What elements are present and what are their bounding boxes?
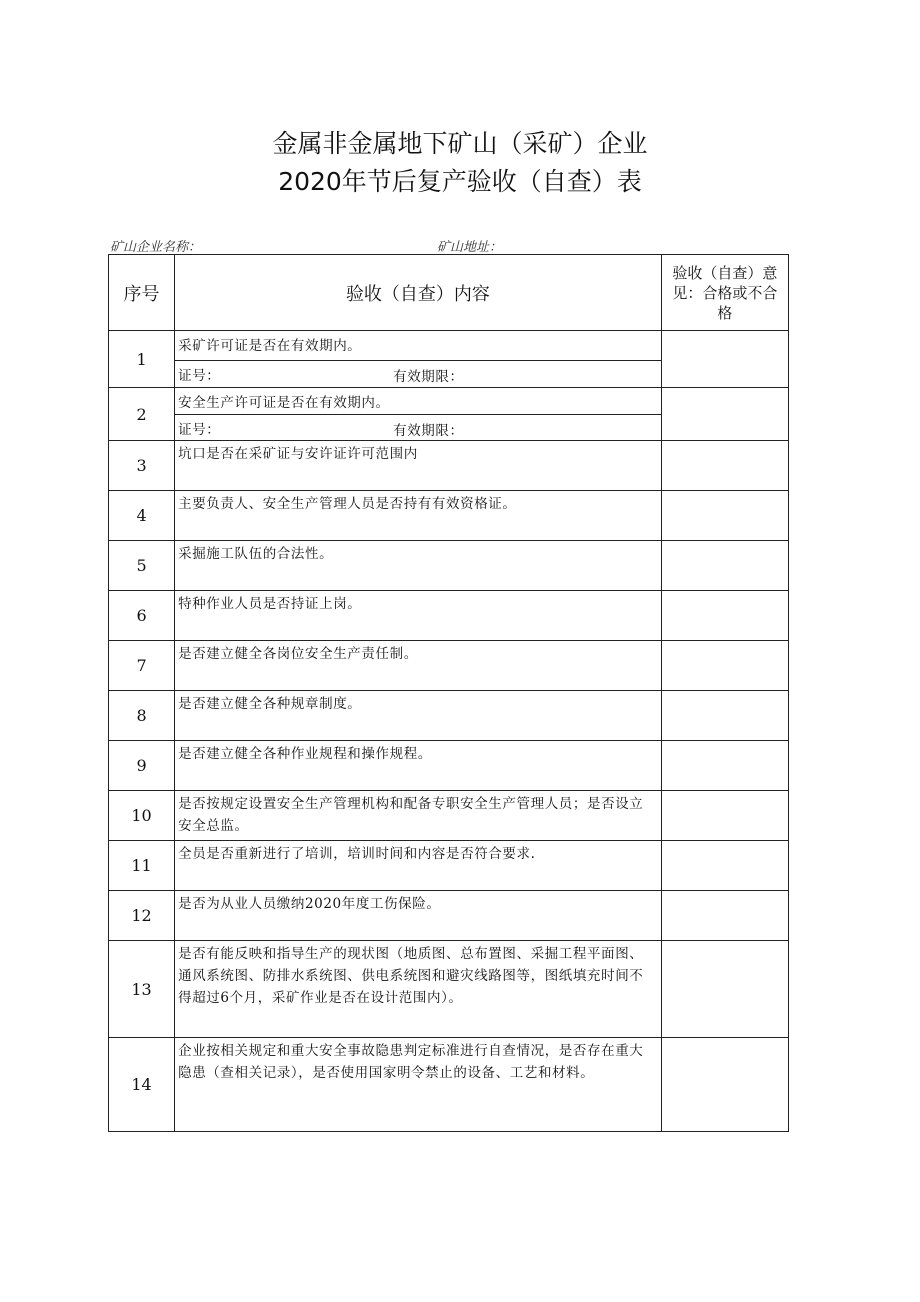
table-row [109,491,789,541]
company-name-label: 矿山企业名称： [110,240,202,255]
row-opinion-cell[interactable] [661,541,788,591]
table-row [109,388,789,415]
table-row [109,891,789,941]
table-row [109,1038,789,1132]
row-content: 安全生产许可证是否在有效期内。 [175,388,662,415]
row-content: 主要负责人、安全生产管理人员是否持有有效资格证。 [175,491,662,541]
row-number: 11 [109,841,175,891]
row-cert-fields [175,361,662,388]
row-content: 坑口是否在采矿证与安许证许可范围内 [175,441,662,491]
table-row [109,941,789,1038]
row-number: 7 [109,641,175,691]
document-title-line2: 2020年节后复产验收（自查）表 [278,167,642,196]
row-content: 是否建立健全各种规章制度。 [175,691,662,741]
row-content: 是否建立健全各岗位安全生产责任制。 [175,641,662,691]
table-row [109,591,789,641]
row-content: 特种作业人员是否持证上岗。 [175,591,662,641]
table-row [109,741,789,791]
table-row [109,441,789,491]
row-content: 采掘施工队伍的合法性。 [175,541,662,591]
row-cert-fields [175,415,662,441]
inspection-table [108,254,789,1132]
table-row [109,541,789,591]
document-title-line1: 金属非金属地下矿山（采矿）企业 [272,129,648,158]
header-content: 验收（自查）内容 [175,255,662,331]
row-content: 是否建立健全各种作业规程和操作规程。 [175,741,662,791]
row-number: 9 [109,741,175,791]
row-opinion-cell[interactable] [661,331,788,388]
row-content: 采矿许可证是否在有效期内。 [175,331,662,361]
row-content: 是否有能反映和指导生产的现状图（地质图、总布置图、采掘工程平面图、通风系统图、防排水系统图、供电系统图和避灾线路图等，图纸填充时间不得超过6个月，采矿作业是否在设计范围内）。 [175,941,662,1038]
row-opinion-cell[interactable] [661,941,788,1038]
header-serial-no: 序号 [109,255,175,331]
valid-period-label: 有效期限： [393,369,464,385]
row-opinion-cell[interactable] [661,388,788,441]
valid-period-label: 有效期限： [393,423,464,439]
row-number: 1 [109,331,175,388]
table-row [109,791,789,841]
cert-number-label: 证号： [178,422,221,438]
table-row [109,841,789,891]
row-content: 是否按规定设置安全生产管理机构和配备专职安全生产管理人员；是否设立安全总监。 [175,791,662,841]
row-content: 企业按相关规定和重大安全事故隐患判定标准进行自查情况，是否存在重大隐患（查相关记录），是否使用国家明令禁止的设备、工艺和材料。 [175,1038,662,1132]
row-number: 13 [109,941,175,1038]
row-opinion-cell[interactable] [661,741,788,791]
row-number: 5 [109,541,175,591]
row-opinion-cell[interactable] [661,591,788,641]
row-opinion-cell[interactable] [661,641,788,691]
table-row [109,331,789,361]
row-opinion-cell[interactable] [661,491,788,541]
row-opinion-cell[interactable] [661,1038,788,1132]
row-opinion-cell[interactable] [661,441,788,491]
row-content: 全员是否重新进行了培训，培训时间和内容是否符合要求. [175,841,662,891]
row-number: 10 [109,791,175,841]
row-content: 是否为从业人员缴纳2020年度工伤保险。 [175,891,662,941]
table-row [109,641,789,691]
row-number: 3 [109,441,175,491]
row-opinion-cell[interactable] [661,891,788,941]
row-number: 12 [109,891,175,941]
header-opinion: 验收（自查）意见：合格或不合格 [661,255,788,331]
row-number: 8 [109,691,175,741]
row-number: 2 [109,388,175,441]
row-opinion-cell[interactable] [661,841,788,891]
mine-address-label: 矿山地址： [437,240,503,255]
row-opinion-cell[interactable] [661,691,788,741]
table-row [109,691,789,741]
row-number: 14 [109,1038,175,1132]
row-opinion-cell[interactable] [661,791,788,841]
row-number: 6 [109,591,175,641]
row-number: 4 [109,491,175,541]
cert-number-label: 证号： [178,368,221,384]
table-header-row [109,255,789,331]
